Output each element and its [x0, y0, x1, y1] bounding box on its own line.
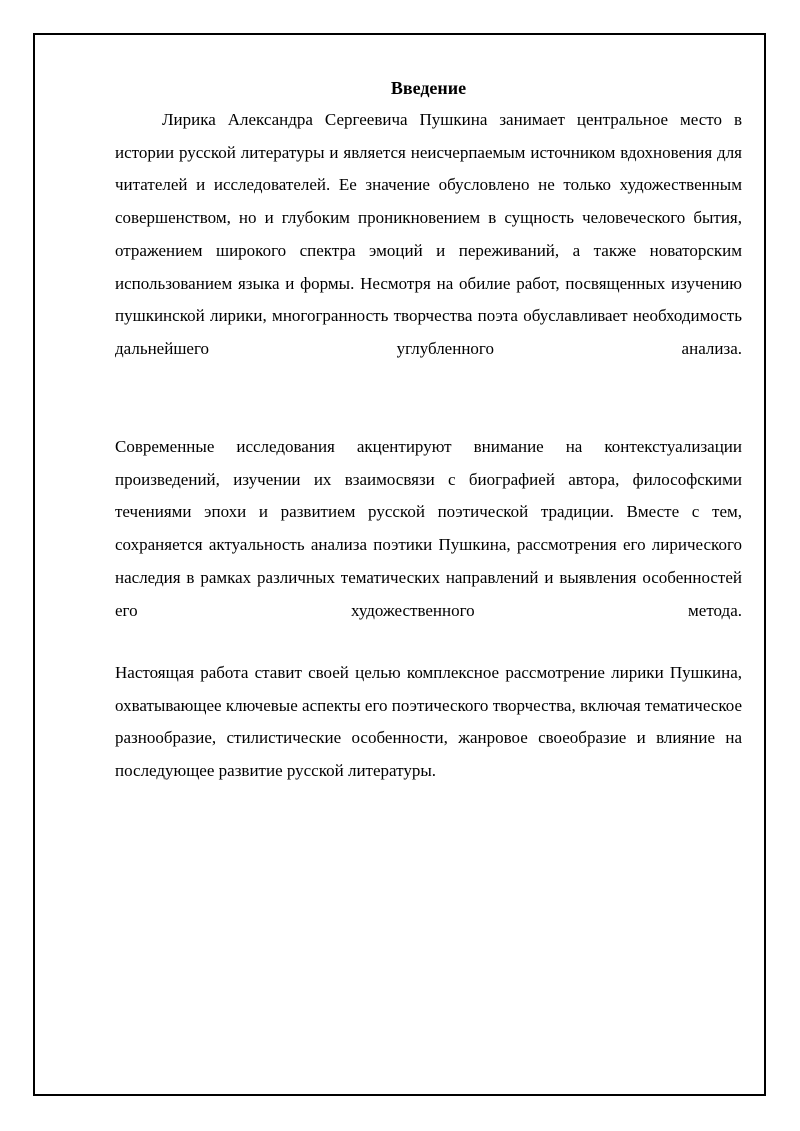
paragraph-research: Современные исследования акцентируют внимание на контекстуализации произведений, изучении их взаимосвязи с биографией автора, философскими течениями эпохи и развитием русской поэтической традиции. Вместе с тем, сохраняется актуальность анализа поэтики Пушкина, рассмотрения его лирического наследия в рамках различных тематических направлений и выявления особенностей его художественного метода.: [115, 437, 742, 620]
paragraph-goal: Настоящая работа ставит своей целью комплексное рассмотрение лирики Пушкина, охватывающее ключевые аспекты его поэтического творчества, включая тематическое разнообразие, стилистические особенности, жанровое своеобразие и влияние на последующее развитие русской литературы.: [115, 663, 742, 781]
document-title: Введение: [390, 78, 467, 98]
paragraph-intro: Лирика Александра Сергеевича Пушкина занимает центральное место в истории русской литературы и является неисчерпаемым источником вдохновения для читателей и исследователей. Ее значение обусловлено не только художественным совершенством, но и глубоким проникновением в сущность человеческого бытия, отражением широкого спектра эмоций и переживаний, а также новаторским использованием языка и формы. Несмотря на обилие работ, посвященных изучению пушкинской лирики, многогранность творчества поэта обуславливает необходимость дальнейшего углубленного анализа.: [115, 110, 742, 358]
